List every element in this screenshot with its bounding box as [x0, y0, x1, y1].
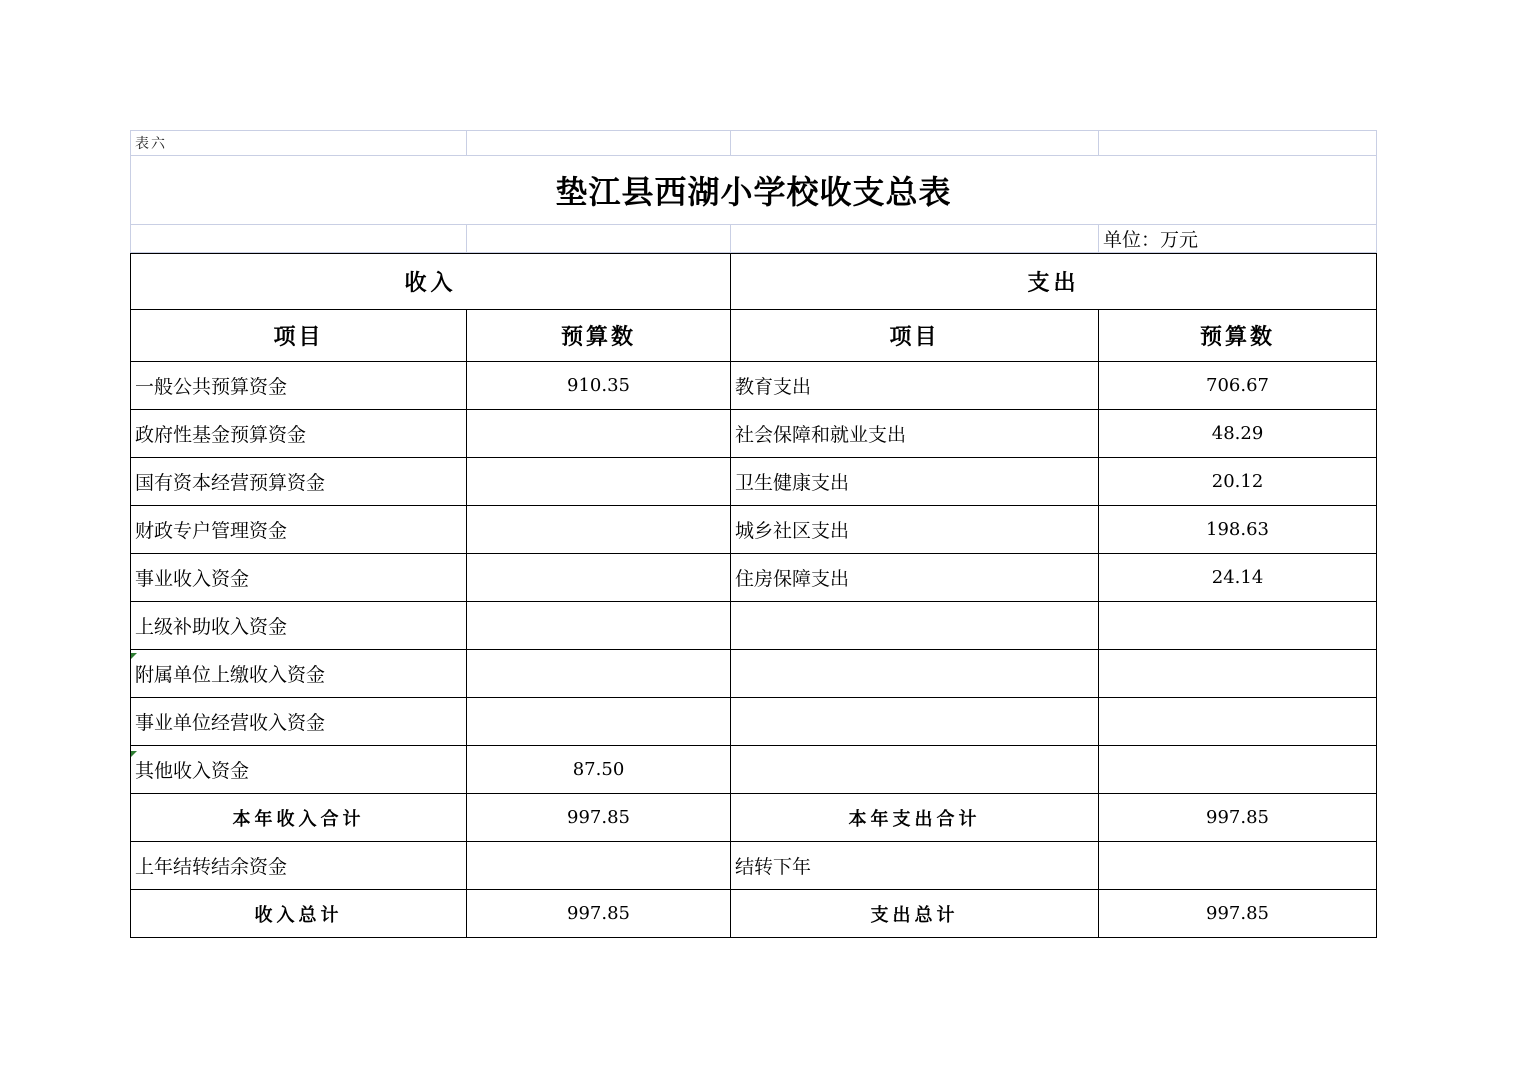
expense-item-cell[interactable]: 卫生健康支出	[731, 458, 1099, 506]
table-row	[131, 602, 1377, 650]
income-item-cell[interactable]: 一般公共预算资金	[131, 362, 467, 410]
expense-value-cell[interactable]: 706.67	[1099, 362, 1377, 410]
empty-cell[interactable]	[467, 225, 731, 253]
sheet-header-grid	[130, 130, 1377, 253]
sheet-label[interactable]: 表六	[131, 131, 467, 156]
expense-value-cell[interactable]	[1099, 602, 1377, 650]
cell-comment-marker	[131, 653, 137, 659]
income-section-header[interactable]: 收入	[131, 254, 731, 310]
empty-cell[interactable]	[731, 225, 1099, 253]
income-item-cell[interactable]: 政府性基金预算资金	[131, 410, 467, 458]
income-value-cell[interactable]	[467, 458, 731, 506]
expense-item-cell[interactable]: 城乡社区支出	[731, 506, 1099, 554]
expense-value-cell[interactable]	[1099, 842, 1377, 890]
table-row-total	[131, 890, 1377, 938]
income-item-cell[interactable]: 事业单位经营收入资金	[131, 698, 467, 746]
income-value-cell[interactable]	[467, 650, 731, 698]
income-item-cell[interactable]: 其他收入资金	[131, 746, 467, 794]
expense-section-header[interactable]: 支出	[731, 254, 1377, 310]
expense-value-cell[interactable]: 24.14	[1099, 554, 1377, 602]
income-total-label[interactable]: 收入总计	[131, 890, 467, 938]
expense-item-cell[interactable]	[731, 602, 1099, 650]
table-row	[131, 554, 1377, 602]
income-item-cell[interactable]: 财政专户管理资金	[131, 506, 467, 554]
expense-subtotal-label[interactable]: 本年支出合计	[731, 794, 1099, 842]
expense-item-cell[interactable]: 住房保障支出	[731, 554, 1099, 602]
empty-cell[interactable]	[731, 131, 1099, 156]
table-row-subtotal	[131, 794, 1377, 842]
expense-total-label[interactable]: 支出总计	[731, 890, 1099, 938]
income-item-cell[interactable]: 附属单位上缴收入资金	[131, 650, 467, 698]
expense-value-cell[interactable]	[1099, 650, 1377, 698]
income-value-cell[interactable]: 910.35	[467, 362, 731, 410]
expense-item-cell[interactable]	[731, 746, 1099, 794]
income-value-cell[interactable]	[467, 410, 731, 458]
expense-total-value[interactable]: 997.85	[1099, 890, 1377, 938]
expense-item-cell[interactable]: 结转下年	[731, 842, 1099, 890]
income-value-cell[interactable]: 87.50	[467, 746, 731, 794]
income-value-cell[interactable]	[467, 554, 731, 602]
expense-value-cell[interactable]	[1099, 746, 1377, 794]
page-title[interactable]: 垫江县西湖小学校收支总表	[131, 156, 1377, 225]
income-item-cell[interactable]: 上级补助收入资金	[131, 602, 467, 650]
expense-item-cell[interactable]: 教育支出	[731, 362, 1099, 410]
expense-subtotal-value[interactable]: 997.85	[1099, 794, 1377, 842]
income-value-cell[interactable]	[467, 602, 731, 650]
empty-cell[interactable]	[1099, 131, 1377, 156]
expense-value-cell[interactable]	[1099, 698, 1377, 746]
empty-cell[interactable]	[467, 131, 731, 156]
income-item-header[interactable]: 项目	[131, 310, 467, 362]
unit-label[interactable]: 单位：万元	[1099, 225, 1377, 253]
income-subtotal-label[interactable]: 本年收入合计	[131, 794, 467, 842]
income-total-value[interactable]: 997.85	[467, 890, 731, 938]
table-row	[131, 506, 1377, 554]
income-item-cell[interactable]: 国有资本经营预算资金	[131, 458, 467, 506]
table-row	[131, 650, 1377, 698]
table-row	[131, 410, 1377, 458]
income-subtotal-value[interactable]: 997.85	[467, 794, 731, 842]
income-value-cell[interactable]	[467, 506, 731, 554]
expense-budget-header[interactable]: 预算数	[1099, 310, 1377, 362]
budget-table	[130, 253, 1377, 938]
income-item-cell[interactable]: 上年结转结余资金	[131, 842, 467, 890]
income-item-cell[interactable]: 事业收入资金	[131, 554, 467, 602]
income-value-cell[interactable]	[467, 698, 731, 746]
expense-item-cell[interactable]	[731, 650, 1099, 698]
table-row	[131, 746, 1377, 794]
table-row	[131, 842, 1377, 890]
expense-item-cell[interactable]: 社会保障和就业支出	[731, 410, 1099, 458]
table-row	[131, 698, 1377, 746]
table-row	[131, 362, 1377, 410]
expense-value-cell[interactable]: 48.29	[1099, 410, 1377, 458]
expense-item-cell[interactable]	[731, 698, 1099, 746]
income-value-cell[interactable]	[467, 842, 731, 890]
expense-item-header[interactable]: 项目	[731, 310, 1099, 362]
empty-cell[interactable]	[131, 225, 467, 253]
expense-value-cell[interactable]: 20.12	[1099, 458, 1377, 506]
cell-comment-marker	[131, 751, 137, 757]
table-row	[131, 458, 1377, 506]
spreadsheet	[130, 130, 1376, 938]
income-budget-header[interactable]: 预算数	[467, 310, 731, 362]
expense-value-cell[interactable]: 198.63	[1099, 506, 1377, 554]
